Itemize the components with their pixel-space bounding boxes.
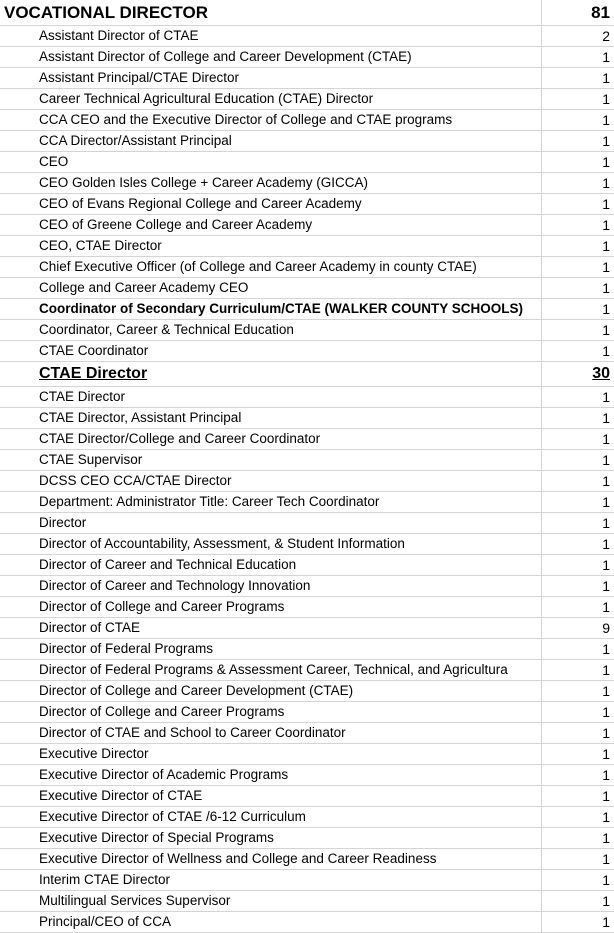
table-row[interactable]	[0, 492, 614, 513]
row-label: Interim CTAE Director	[0, 870, 542, 890]
table-row[interactable]	[0, 660, 614, 681]
row-label: Executive Director of CTAE	[0, 786, 542, 806]
row-count: 1	[602, 872, 610, 888]
row-label: Director of Career and Technology Innovation	[0, 576, 542, 596]
table-row[interactable]	[0, 257, 614, 278]
table-row[interactable]	[0, 236, 614, 257]
table-row[interactable]	[0, 513, 614, 534]
row-count: 1	[602, 704, 610, 720]
table-row[interactable]	[0, 89, 614, 110]
row-count: 1	[602, 536, 610, 552]
row-label: Director of CTAE and School to Career Coordinator	[0, 723, 542, 743]
table-row[interactable]	[0, 278, 614, 299]
row-label: CEO Golden Isles College + Career Academy (GICCA)	[0, 173, 542, 193]
table-row[interactable]	[0, 450, 614, 471]
row-count: 1	[602, 301, 610, 317]
subgroup-header-count: 30	[592, 365, 610, 382]
row-label: Chief Executive Officer (of College and Career Academy in county CTAE)	[0, 257, 542, 277]
row-count: 1	[602, 133, 610, 149]
table-row[interactable]	[0, 408, 614, 429]
table-row[interactable]	[0, 215, 614, 236]
row-count: 9	[602, 620, 610, 636]
row-label: DCSS CEO CCA/CTAE Director	[0, 471, 542, 491]
group1-rows	[0, 26, 614, 362]
row-label: Director of Career and Technical Education	[0, 555, 542, 575]
row-label: Department: Administrator Title: Career Tech Coordinator	[0, 492, 542, 512]
table-row[interactable]	[0, 912, 614, 933]
table-row[interactable]	[0, 828, 614, 849]
group-header-row[interactable]	[0, 0, 614, 26]
table-row[interactable]	[0, 618, 614, 639]
row-count: 1	[602, 599, 610, 615]
row-count: 1	[602, 767, 610, 783]
row-count: 1	[602, 343, 610, 359]
row-label: Coordinator, Career & Technical Education	[0, 320, 542, 340]
table-row[interactable]	[0, 786, 614, 807]
row-label: Assistant Principal/CTAE Director	[0, 68, 542, 88]
row-count: 1	[602, 389, 610, 405]
table-row[interactable]	[0, 194, 614, 215]
row-count: 1	[602, 914, 610, 930]
row-count: 2	[602, 28, 610, 44]
row-count: 1	[602, 238, 610, 254]
row-label: Director of College and Career Programs	[0, 597, 542, 617]
row-count: 1	[602, 217, 610, 233]
row-count: 1	[602, 662, 610, 678]
row-label: Director of Federal Programs	[0, 639, 542, 659]
group2-rows	[0, 387, 614, 933]
table-row[interactable]	[0, 534, 614, 555]
table-row[interactable]	[0, 173, 614, 194]
table-row[interactable]	[0, 26, 614, 47]
row-label: Executive Director of Academic Programs	[0, 765, 542, 785]
table-row[interactable]	[0, 702, 614, 723]
row-count: 1	[602, 175, 610, 191]
table-row[interactable]	[0, 849, 614, 870]
row-count: 1	[602, 725, 610, 741]
row-label: Career Technical Agricultural Education (CTAE) Director	[0, 89, 542, 109]
row-label: Director of CTAE	[0, 618, 542, 638]
row-label: Executive Director of CTAE /6-12 Curriculum	[0, 807, 542, 827]
table-row[interactable]	[0, 131, 614, 152]
row-label: CCA Director/Assistant Principal	[0, 131, 542, 151]
row-label: Coordinator of Secondary Curriculum/CTAE (WALKER COUNTY SCHOOLS)	[0, 299, 542, 319]
table-row[interactable]	[0, 891, 614, 912]
row-label: CEO	[0, 152, 542, 172]
row-label: CEO of Greene College and Career Academy	[0, 215, 542, 235]
row-label: CEO of Evans Regional College and Career Academy	[0, 194, 542, 214]
row-label: Executive Director	[0, 744, 542, 764]
row-count: 1	[602, 91, 610, 107]
row-label: Director	[0, 513, 542, 533]
table-row[interactable]	[0, 870, 614, 891]
row-label: Director of Federal Programs & Assessment Career, Technical, and Agricultura	[0, 660, 542, 680]
table-row[interactable]	[0, 110, 614, 131]
row-count: 1	[602, 557, 610, 573]
row-label: Principal/CEO of CCA	[0, 912, 542, 932]
row-count: 1	[602, 259, 610, 275]
row-label: Director of College and Career Programs	[0, 702, 542, 722]
table-row[interactable]	[0, 555, 614, 576]
row-count: 1	[602, 431, 610, 447]
group-header-label: VOCATIONAL DIRECTOR	[0, 0, 542, 25]
row-count: 1	[602, 893, 610, 909]
table-row[interactable]	[0, 723, 614, 744]
row-count: 1	[602, 322, 610, 338]
row-count: 1	[602, 683, 610, 699]
row-label: Executive Director of Special Programs	[0, 828, 542, 848]
row-count: 1	[602, 746, 610, 762]
table-row[interactable]	[0, 341, 614, 362]
row-count: 1	[602, 515, 610, 531]
table-row[interactable]	[0, 320, 614, 341]
row-count: 1	[602, 70, 610, 86]
group-header-count: 81	[591, 3, 610, 22]
table-row[interactable]	[0, 744, 614, 765]
row-count: 1	[602, 49, 610, 65]
table-row[interactable]	[0, 152, 614, 173]
row-label: CTAE Supervisor	[0, 450, 542, 470]
table-row[interactable]	[0, 471, 614, 492]
row-count: 1	[602, 473, 610, 489]
table-row[interactable]	[0, 68, 614, 89]
row-label: College and Career Academy CEO	[0, 278, 542, 298]
row-label: CTAE Director/College and Career Coordinator	[0, 429, 542, 449]
table-row[interactable]	[0, 576, 614, 597]
row-label: Assistant Director of CTAE	[0, 26, 542, 46]
row-label: CEO, CTAE Director	[0, 236, 542, 256]
row-label: CTAE Director	[0, 387, 542, 407]
row-label: Executive Director of Wellness and College and Career Readiness	[0, 849, 542, 869]
row-count: 1	[602, 830, 610, 846]
table-row[interactable]	[0, 807, 614, 828]
table-row[interactable]	[0, 299, 614, 320]
row-label: CTAE Coordinator	[0, 341, 542, 361]
row-label: Assistant Director of College and Career Development (CTAE)	[0, 47, 542, 67]
row-label: Director of College and Career Development (CTAE)	[0, 681, 542, 701]
row-label: Director of Accountability, Assessment, & Student Information	[0, 534, 542, 554]
table-row[interactable]	[0, 597, 614, 618]
row-label: CCA CEO and the Executive Director of College and CTAE programs	[0, 110, 542, 130]
row-count: 1	[602, 809, 610, 825]
table-row[interactable]	[0, 765, 614, 786]
row-label: CTAE Director, Assistant Principal	[0, 408, 542, 428]
row-count: 1	[602, 154, 610, 170]
row-count: 1	[602, 578, 610, 594]
row-count: 1	[602, 851, 610, 867]
subgroup-header-label: CTAE Director	[0, 362, 542, 386]
table-row[interactable]	[0, 681, 614, 702]
subgroup-header-row[interactable]	[0, 362, 614, 387]
row-count: 1	[602, 280, 610, 296]
row-count: 1	[602, 641, 610, 657]
row-count: 1	[602, 452, 610, 468]
table-row[interactable]	[0, 387, 614, 408]
table-row[interactable]	[0, 47, 614, 68]
row-count: 1	[602, 196, 610, 212]
table-row[interactable]	[0, 639, 614, 660]
table-row[interactable]	[0, 429, 614, 450]
row-count: 1	[602, 494, 610, 510]
row-label: Multilingual Services Supervisor	[0, 891, 542, 911]
row-count: 1	[602, 112, 610, 128]
row-count: 1	[602, 788, 610, 804]
row-count: 1	[602, 410, 610, 426]
